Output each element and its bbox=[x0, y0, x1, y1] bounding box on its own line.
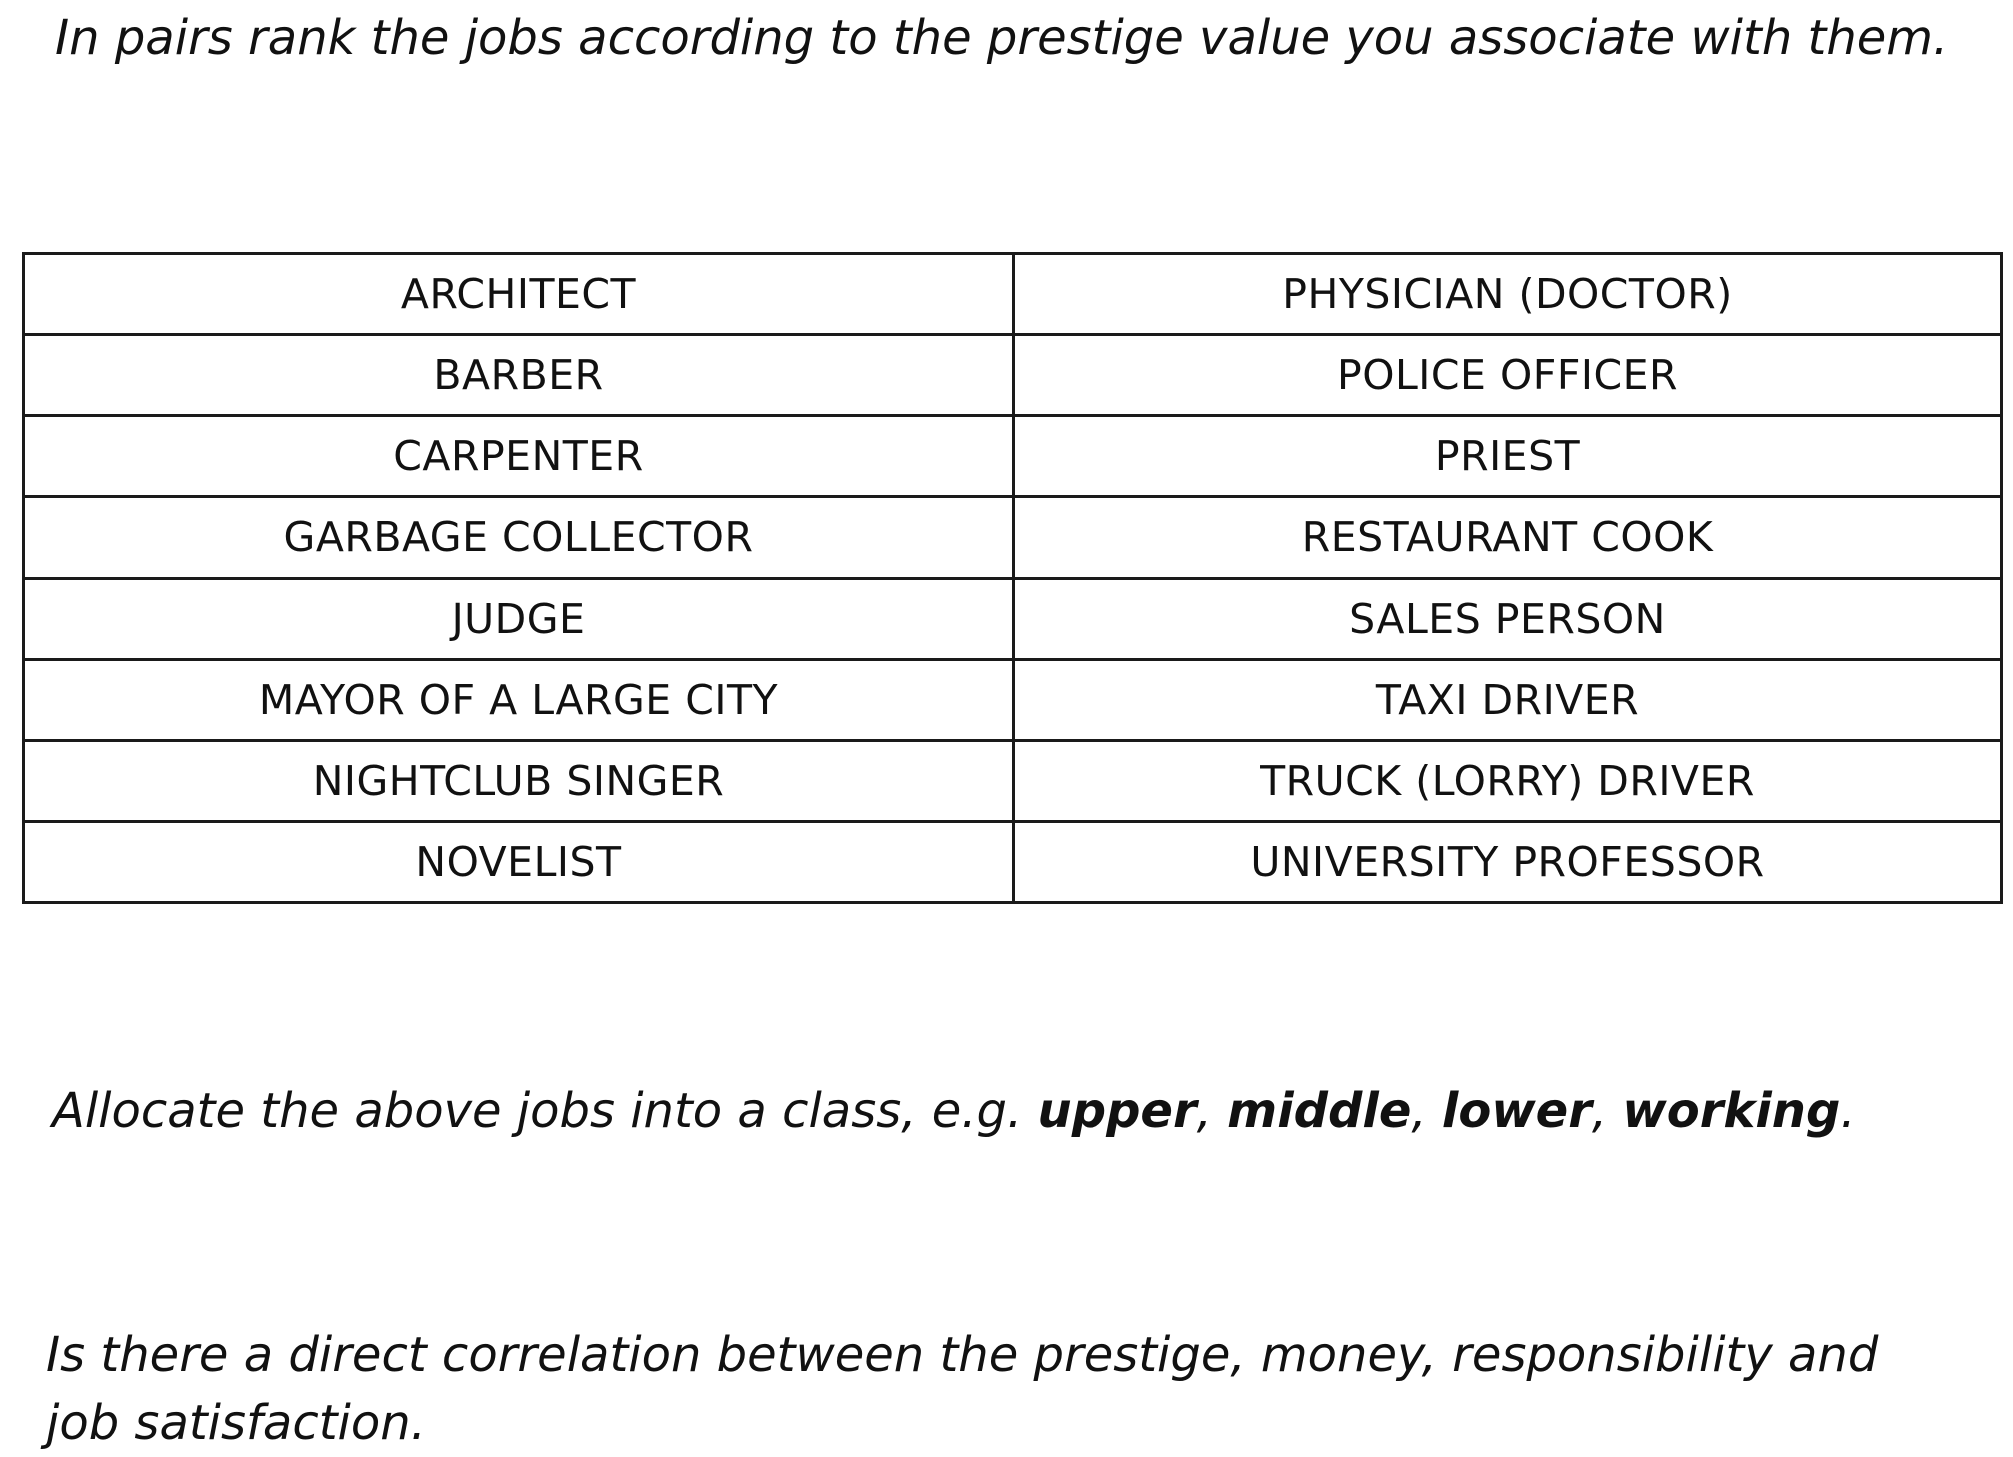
table-row bbox=[24, 416, 2002, 497]
class-lower: lower bbox=[1441, 1083, 1592, 1139]
class-middle: middle bbox=[1227, 1083, 1412, 1139]
job-cell: GARBAGE COLLECTOR bbox=[24, 497, 1014, 578]
allocate-prefix: Allocate the above jobs into a class, e.g. bbox=[52, 1083, 1038, 1139]
job-cell: ARCHITECT bbox=[24, 254, 1014, 335]
table-row bbox=[24, 578, 2002, 659]
separator: , bbox=[1591, 1083, 1623, 1139]
job-cell: POLICE OFFICER bbox=[1014, 335, 2002, 416]
class-upper: upper bbox=[1037, 1083, 1197, 1139]
table-row bbox=[24, 821, 2002, 902]
correlation-question: Is there a direct correlation between the prestige, money, responsibility and job satisfaction. bbox=[46, 1327, 1879, 1451]
separator: , bbox=[1411, 1083, 1442, 1139]
table-row bbox=[24, 659, 2002, 740]
job-cell: PRIEST bbox=[1014, 416, 2002, 497]
table-row bbox=[24, 740, 2002, 821]
rank-instruction: In pairs rank the jobs according to the prestige value you associate with them. bbox=[55, 10, 1949, 66]
allocate-instruction bbox=[52, 1077, 1856, 1145]
job-cell: CARPENTER bbox=[24, 416, 1014, 497]
table-row bbox=[24, 497, 2002, 578]
job-cell: TRUCK (LORRY) DRIVER bbox=[1014, 740, 2002, 821]
separator: , bbox=[1196, 1083, 1228, 1139]
class-working: working bbox=[1622, 1083, 1841, 1139]
job-cell: BARBER bbox=[24, 335, 1014, 416]
job-cell: MAYOR OF A LARGE CITY bbox=[24, 659, 1014, 740]
allocate-suffix: . bbox=[1840, 1083, 1856, 1139]
job-cell: JUDGE bbox=[24, 578, 1014, 659]
job-cell: NIGHTCLUB SINGER bbox=[24, 740, 1014, 821]
job-cell: UNIVERSITY PROFESSOR bbox=[1014, 821, 2002, 902]
job-cell: PHYSICIAN (DOCTOR) bbox=[1014, 254, 2002, 335]
job-cell: TAXI DRIVER bbox=[1014, 659, 2002, 740]
jobs-table bbox=[22, 252, 2003, 904]
table-row bbox=[24, 254, 2002, 335]
job-cell: SALES PERSON bbox=[1014, 578, 2002, 659]
table-row bbox=[24, 335, 2002, 416]
job-cell: RESTAURANT COOK bbox=[1014, 497, 2002, 578]
job-cell: NOVELIST bbox=[24, 821, 1014, 902]
